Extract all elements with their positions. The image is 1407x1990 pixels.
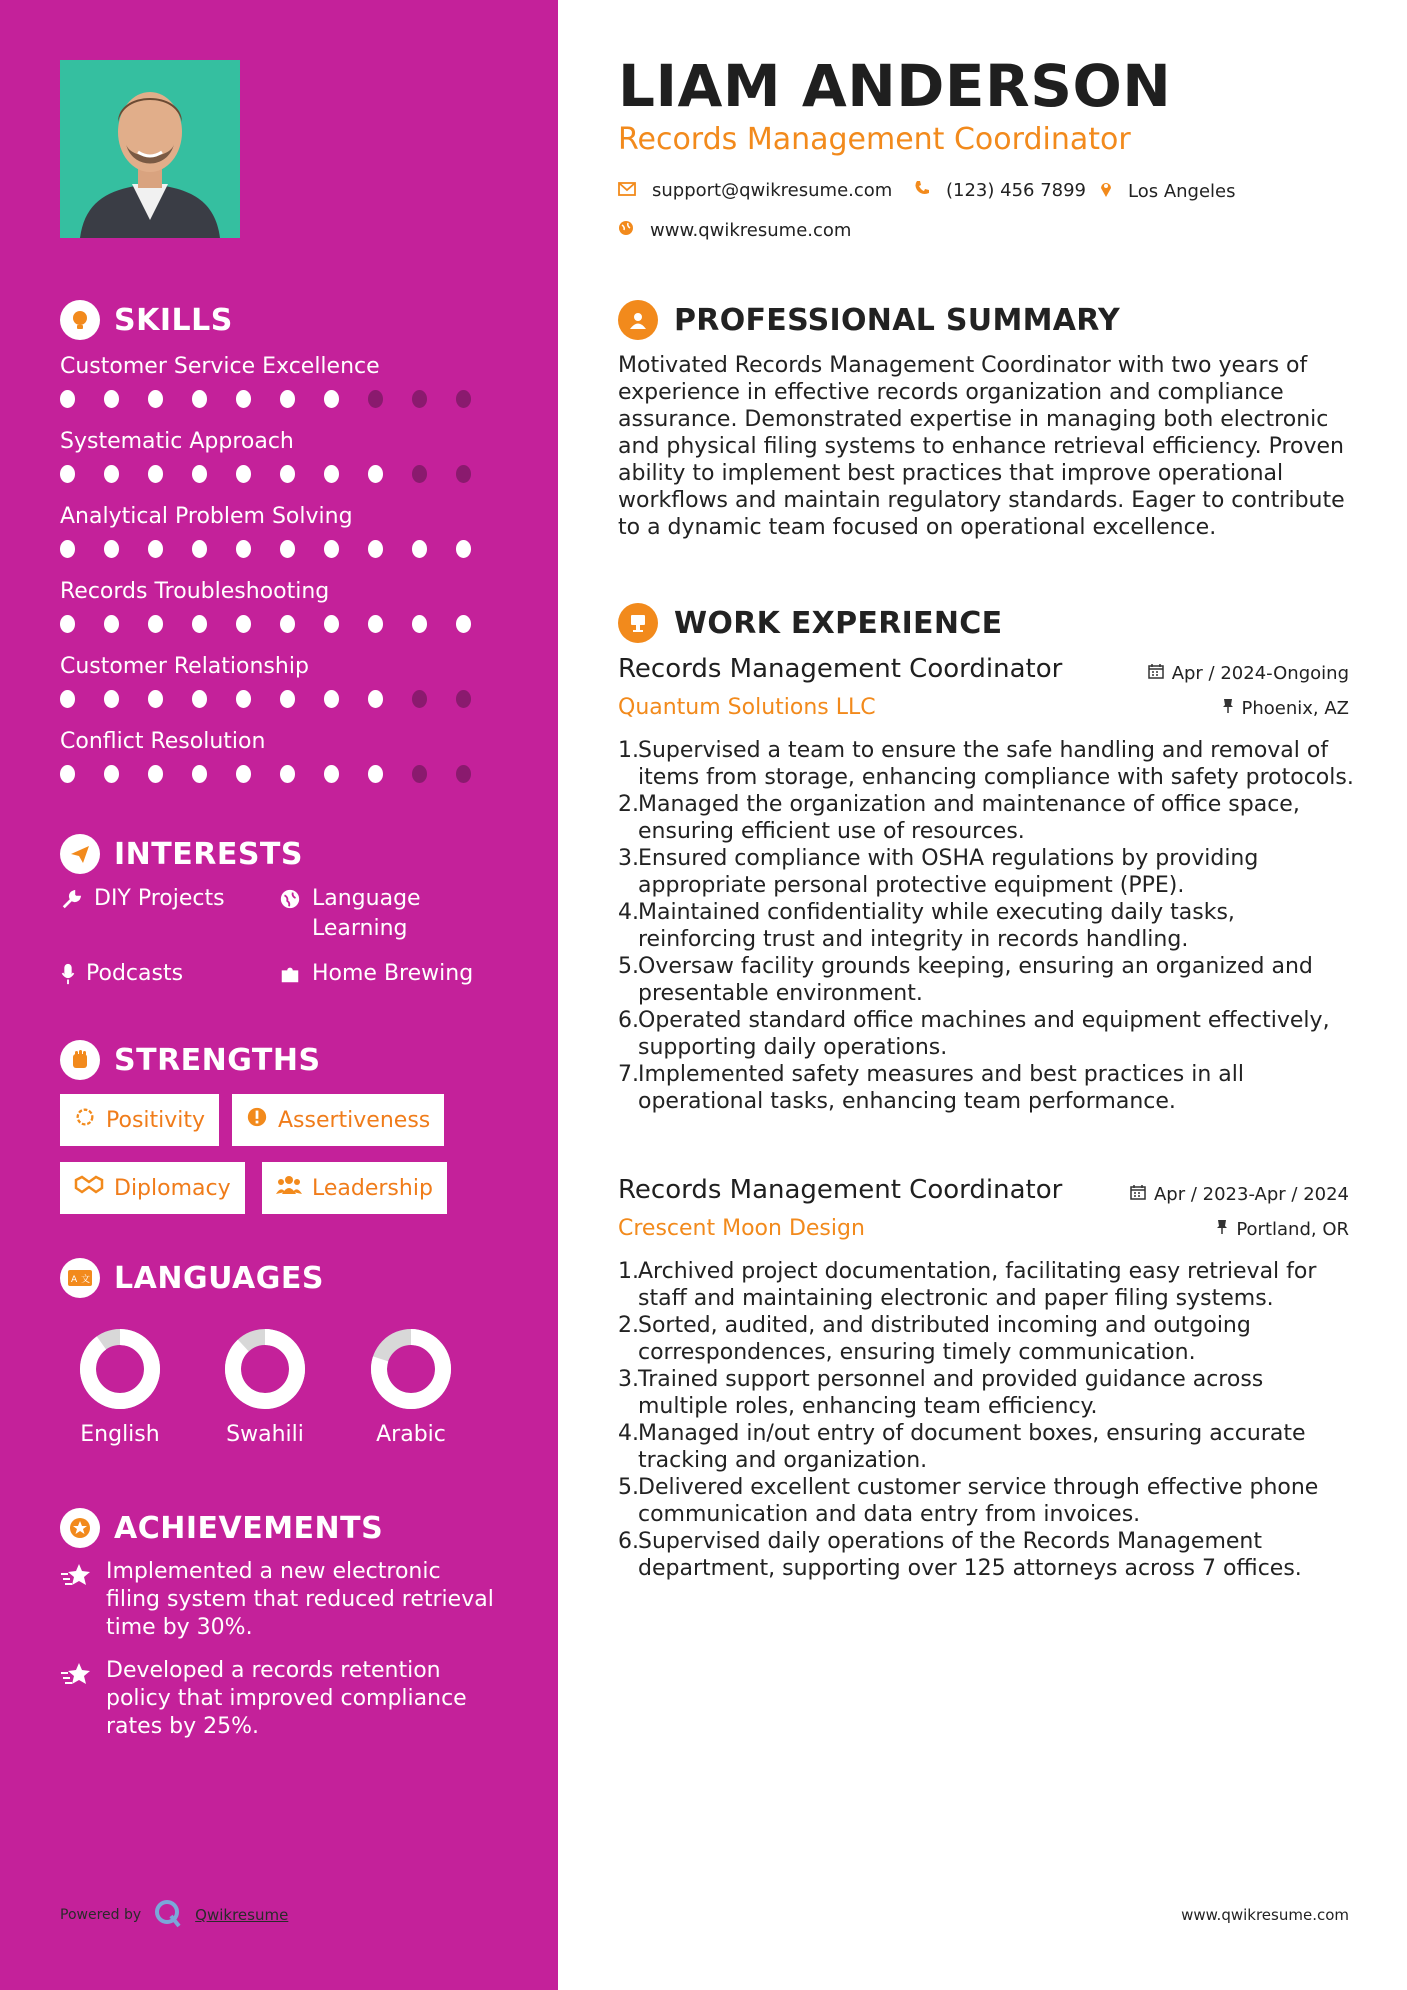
skill-dot-filled [60,390,75,408]
interest-item [60,959,183,989]
skill-item [60,577,500,635]
fist-icon [60,1040,100,1080]
duty-text: Supervised a team to ensure the safe handling and removal of items from storage, enhancing compliance with safety protocols. [638,738,1354,790]
summary-text: Motivated Records Management Coordinator with two years of experience in effective records organization and compliance assurance. Demonstrated expertise in managing both electronic and physical filing systems to enhance retrieval efficiency. Proven ability to implement best practices that improve operational workflows and maintain regulatory standards. Eager to contribute to a dynamic team focused on operational excellence. [618,353,1345,540]
powered-by [60,1898,288,1932]
strength-tag [232,1094,444,1146]
skill-dot-empty [456,390,471,408]
map-pin-icon [1100,180,1112,203]
job-title: Records Management Coordinator [618,1175,1063,1205]
job-company: Crescent Moon Design [618,1216,865,1241]
duty-text: Operated standard office machines and equipment effectively, supporting daily operations. [638,1008,1330,1060]
skill-name: Conflict Resolution [60,729,266,754]
language-ring [368,1326,454,1412]
calendar-icon [1130,1184,1146,1205]
summary-header [618,300,1120,340]
skill-dot-filled [324,765,339,783]
skill-dot-filled [324,465,339,483]
skill-dot-filled [60,465,75,483]
skill-dot-filled [148,765,163,783]
job-location-text: Phoenix, AZ [1241,698,1349,719]
duty-item: 5. Delivered excellent customer service through effective phone communication and data entry from invoices. [618,1474,1358,1528]
skill-name: Customer Relationship [60,654,309,679]
skill-dot-filled [192,765,207,783]
achievement-item [60,1657,500,1741]
duty-item: 3. Ensured compliance with OSHA regulations by providing appropriate personal protective equipment (PPE). [618,845,1358,899]
skill-dot-filled [280,390,295,408]
interest-label: Podcasts [86,961,184,986]
star-badge-icon [60,1508,100,1548]
candidate-role: Records Management Coordinator [618,122,1131,157]
achievement-text: Implemented a new electronic filing system that reduced retrieval time by 30%. [106,1559,494,1640]
location-text: Los Angeles [1128,181,1236,202]
skill-dot-filled [280,465,295,483]
strengths-header [60,1040,321,1080]
skill-dot-empty [368,390,383,408]
language-ring [222,1326,308,1412]
skill-item [60,427,500,485]
skill-dot-filled [104,390,119,408]
interest-item [278,959,473,989]
duty-item: 1. Supervised a team to ensure the safe handling and removal of items from storage, enhancing compliance with safety protocols. [618,737,1358,791]
skills-header [60,300,233,340]
skill-dot-filled [60,540,75,558]
skill-dot-empty [456,690,471,708]
strength-tag [262,1162,447,1214]
skill-dot-filled [236,465,251,483]
skill-dot-filled [104,540,119,558]
skill-dot-filled [324,540,339,558]
skill-dot-filled [236,690,251,708]
podium-icon [618,603,658,643]
duty-item: 6. Supervised daily operations of the Records Management department, supporting over 125 attorneys across 7 offices. [618,1528,1358,1582]
qwikresume-link[interactable]: Qwikresume [195,1906,289,1924]
skill-dot-filled [236,390,251,408]
skill-level-dots [60,390,500,410]
skill-dot-filled [456,540,471,558]
achievement-text: Developed a records retention policy that improved compliance rates by 25%. [106,1658,467,1739]
skill-dot-empty [456,465,471,483]
language-icon [60,1258,100,1298]
pushpin-icon [1222,698,1234,719]
skill-dot-empty [412,690,427,708]
globe-icon [278,884,302,914]
achievements-title: ACHIEVEMENTS [114,1510,384,1546]
skill-dot-filled [368,540,383,558]
sun-icon [74,1106,96,1134]
wrench-icon [60,884,84,914]
job-location-text: Portland, OR [1236,1219,1349,1240]
interest-label: Home Brewing [312,961,474,986]
duty-text: Maintained confidentiality while executing daily tasks, reinforcing trust and integrity in records handling. [638,900,1235,952]
strength-label: Leadership [312,1175,433,1201]
duty-text: Sorted, audited, and distributed incoming and outgoing correspondences, ensuring timely communication. [638,1313,1251,1365]
skill-dot-filled [104,465,119,483]
duty-text: Implemented safety measures and best practices in all operational tasks, enhancing team performance. [638,1062,1244,1114]
skill-dot-empty [412,465,427,483]
duty-item: 3. Trained support personnel and provided guidance across multiple roles, enhancing team efficiency. [618,1366,1358,1420]
skill-name: Analytical Problem Solving [60,504,353,529]
calendar-icon [1148,663,1164,684]
achievements-header [60,1508,383,1548]
skill-item [60,652,500,710]
duty-item: 2. Sorted, audited, and distributed incoming and outgoing correspondences, ensuring timely communication. [618,1312,1358,1366]
skill-name: Customer Service Excellence [60,354,380,379]
microphone-icon [60,959,76,989]
shooting-star-icon [60,1558,94,1642]
skill-dot-filled [280,615,295,633]
language-name: English [80,1422,160,1447]
skill-dot-filled [368,615,383,633]
languages-title: LANGUAGES [114,1260,324,1296]
skill-dot-filled [148,690,163,708]
handshake-icon [74,1174,104,1202]
skill-dot-filled [60,615,75,633]
footer-website[interactable]: www.qwikresume.com [1181,1906,1349,1924]
strength-tag [60,1162,245,1214]
contact-phone[interactable] [914,180,1086,201]
skill-dot-filled [368,465,383,483]
duty-item: 4. Managed in/out entry of document boxes, ensuring accurate tracking and organization. [618,1420,1358,1474]
interest-item [60,884,225,914]
contact-location [1100,180,1236,203]
strength-label: Assertiveness [278,1107,431,1133]
puzzle-icon [278,959,302,989]
experience-title: WORK EXPERIENCE [674,605,1003,641]
experience-header [618,603,1002,643]
contact-website[interactable] [618,220,851,241]
skill-dot-filled [192,465,207,483]
skill-level-dots [60,690,500,710]
achievement-item [60,1558,500,1642]
job-dates-text: Apr / 2023-Apr / 2024 [1153,1184,1349,1205]
skill-level-dots [60,540,500,560]
interest-item [278,884,498,944]
skill-dot-filled [280,765,295,783]
language-name: Swahili [226,1422,304,1447]
globe-icon [618,220,634,241]
skill-dot-empty [412,765,427,783]
skill-dot-filled [280,540,295,558]
skill-dot-empty [456,765,471,783]
svg-text:A: A [71,1275,78,1285]
skill-item [60,352,500,410]
interest-label: DIY Projects [94,886,225,911]
main-content [558,0,1407,1990]
skill-name: Records Troubleshooting [60,579,330,604]
person-avatar-icon [60,60,240,238]
sidebar [0,0,558,1990]
skill-dot-filled [60,765,75,783]
skill-dot-filled [324,615,339,633]
skill-dot-empty [412,390,427,408]
skill-dot-filled [324,390,339,408]
user-icon [618,300,658,340]
language-name: Arabic [376,1422,446,1447]
job-dates-text: Apr / 2024-Ongoing [1171,663,1349,684]
profile-photo [60,60,240,238]
skill-dot-filled [148,615,163,633]
skill-dot-filled [280,690,295,708]
skill-dot-filled [236,765,251,783]
skill-level-dots [60,765,500,785]
duty-item: 6. Operated standard office machines and equipment effectively, supporting daily operations. [618,1007,1358,1061]
phone-icon [914,180,930,201]
skill-dot-filled [148,390,163,408]
duty-text: Ensured compliance with OSHA regulations by providing appropriate personal protective equipment (PPE). [638,846,1259,898]
duty-item: 7. Implemented safety measures and best practices in all operational tasks, enhancing team performance. [618,1061,1358,1115]
candidate-name: LIAM ANDERSON [618,52,1172,120]
language-item [351,1326,471,1447]
language-ring-fill [233,1337,297,1401]
job-title: Records Management Coordinator [618,654,1063,684]
summary-title: PROFESSIONAL SUMMARY [674,302,1121,338]
job-duties [618,737,1358,1115]
language-ring-fill [88,1337,152,1401]
skill-dot-filled [192,615,207,633]
skill-dot-filled [104,615,119,633]
skill-dot-filled [192,390,207,408]
duty-item: 2. Managed the organization and maintenance of office space, ensuring efficient use of resources. [618,791,1358,845]
skill-dot-filled [192,690,207,708]
duty-item: 4. Maintained confidentiality while executing daily tasks, reinforcing trust and integrity in records handling. [618,899,1358,953]
qwikresume-logo-icon [153,1898,183,1932]
skill-dot-filled [412,540,427,558]
skill-name: Systematic Approach [60,429,294,454]
paper-plane-icon [60,834,100,874]
envelope-icon [618,180,636,201]
language-item [60,1326,180,1447]
skill-dot-filled [324,690,339,708]
skill-dot-filled [412,615,427,633]
interests-header [60,834,303,874]
website-text: www.qwikresume.com [650,220,852,241]
duty-text: Managed the organization and maintenance of office space, ensuring efficient use of resources. [638,792,1300,844]
job-location [1222,698,1350,719]
duty-text: Trained support personnel and provided guidance across multiple roles, enhancing team efficiency. [638,1367,1264,1419]
interests-title: INTERESTS [114,836,303,872]
duty-text: Archived project documentation, facilitating easy retrieval for staff and maintaining electronic and paper filing systems. [638,1259,1317,1311]
duty-item: 5. Oversaw facility grounds keeping, ensuring an organized and presentable environment. [618,953,1358,1007]
skill-dot-filled [148,465,163,483]
skill-level-dots [60,615,500,635]
pushpin-icon [1216,1219,1228,1240]
skill-dot-filled [60,690,75,708]
language-ring [77,1326,163,1412]
svg-text:文: 文 [81,1275,91,1285]
skill-item [60,502,500,560]
skill-dot-filled [104,765,119,783]
skill-item [60,727,500,785]
interest-label: Language Learning [312,886,421,941]
skills-title: SKILLS [114,302,233,338]
duty-text: Delivered excellent customer service through effective phone communication and data entry from invoices. [638,1475,1319,1527]
duty-text: Supervised daily operations of the Records Management department, supporting over 125 attorneys across 7 offices. [638,1529,1302,1581]
skill-dot-filled [148,540,163,558]
phone-text: (123) 456 7899 [946,180,1087,201]
strengths-title: STRENGTHS [114,1042,321,1078]
skill-dot-filled [104,690,119,708]
lightbulb-icon [60,300,100,340]
skill-level-dots [60,465,500,485]
email-text: support@qwikresume.com [652,180,893,201]
strength-label: Positivity [106,1107,206,1133]
job-duties [618,1258,1358,1582]
exclamation-icon [246,1106,268,1134]
skill-dot-filled [236,540,251,558]
skill-dot-filled [368,690,383,708]
language-item [205,1326,325,1447]
job-company: Quantum Solutions LLC [618,695,876,720]
job-dates [1148,663,1349,684]
job-dates [1130,1184,1349,1205]
contact-email[interactable] [618,180,892,201]
duty-item: 1. Archived project documentation, facilitating easy retrieval for staff and maintaining electronic and paper filing systems. [618,1258,1358,1312]
job-location [1216,1219,1349,1240]
languages-header [60,1258,324,1298]
skill-dot-filled [236,615,251,633]
strength-tag [60,1094,219,1146]
skill-dot-filled [368,765,383,783]
skill-dot-filled [192,540,207,558]
duty-text: Managed in/out entry of document boxes, ensuring accurate tracking and organization. [638,1421,1306,1473]
duty-text: Oversaw facility grounds keeping, ensuring an organized and presentable environment. [638,954,1313,1006]
skill-dot-filled [456,615,471,633]
powered-by-label: Powered by [60,1907,142,1923]
users-icon [276,1174,302,1202]
shooting-star-icon [60,1657,94,1741]
strength-label: Diplomacy [114,1175,231,1201]
